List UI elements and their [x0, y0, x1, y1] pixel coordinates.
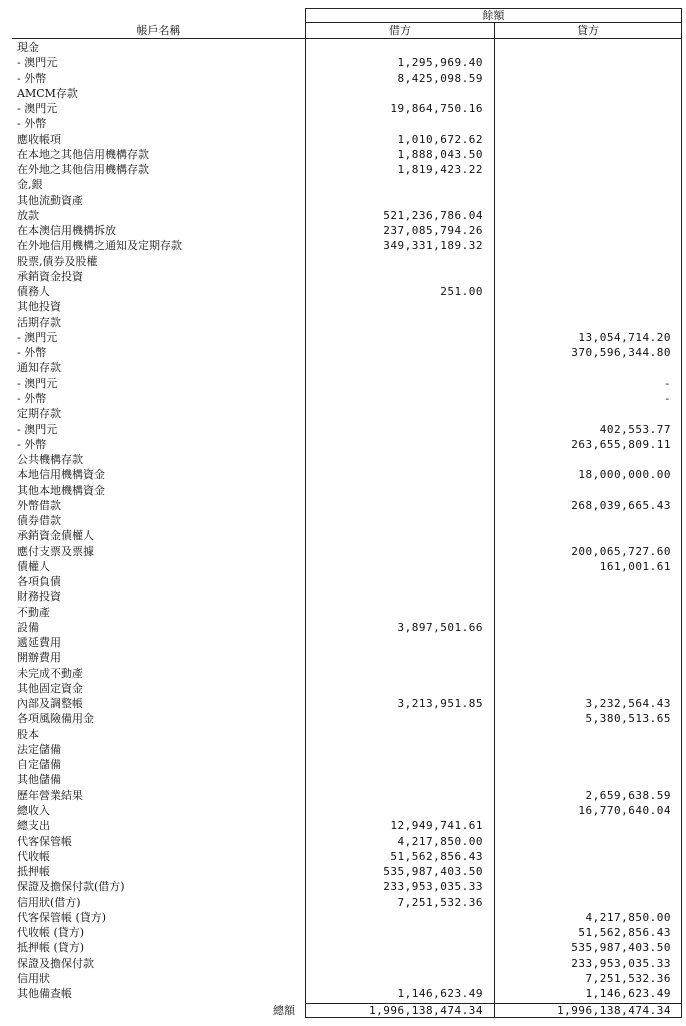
debit-amount: 1,888,043.50	[397, 148, 483, 161]
account-label: 金,銀	[17, 178, 43, 191]
account-label: 在本澳信用機構拆放	[17, 224, 116, 237]
account-label: - 澳門元	[17, 102, 58, 115]
account-label: 其他固定資金	[17, 682, 83, 695]
account-label: 財務投資	[17, 590, 61, 603]
account-label: 其他本地機構資金	[17, 484, 105, 497]
account-label: 放款	[17, 209, 39, 222]
account-label: 自定儲備	[17, 758, 61, 771]
account-label: - 澳門元	[17, 423, 58, 436]
credit-amount: 4,217,850.00	[585, 911, 671, 924]
credit-amount: 268,039,665.43	[571, 499, 671, 512]
debit-amount: 7,251,532.36	[397, 896, 483, 909]
credit-amount: 535,987,403.50	[571, 941, 671, 954]
account-label: 其他儲備	[17, 773, 61, 786]
account-label: 應收帳項	[17, 133, 61, 146]
debit-amount: 19,864,750.16	[390, 102, 483, 115]
debit-amount: 51,562,856.43	[390, 850, 483, 863]
account-label: 公共機構存款	[17, 453, 83, 466]
account-label: - 外幣	[17, 438, 47, 451]
debit-amount: 4,217,850.00	[397, 835, 483, 848]
account-label: 未完成不動產	[17, 667, 83, 680]
credit-amount: 3,232,564.43	[585, 697, 671, 710]
account-label: 承銷資金投資	[17, 270, 83, 283]
credit-amount: 16,770,640.04	[578, 804, 671, 817]
account-label: 遞延費用	[17, 636, 61, 649]
debit-amount: 1,819,423.22	[397, 163, 483, 176]
account-label: 債券借款	[17, 514, 61, 527]
debit-amount: 233,953,035.33	[383, 880, 483, 893]
debit-header: 借方	[389, 24, 411, 37]
credit-amount: 161,001.61	[599, 560, 671, 573]
column-divider-label	[305, 8, 306, 1018]
credit-amount: 370,596,344.80	[571, 346, 671, 359]
debit-amount: 535,987,403.50	[383, 865, 483, 878]
credit-amount: 13,054,714.20	[578, 331, 671, 344]
account-label: 在本地之其他信用機構存款	[17, 148, 149, 161]
account-label: 在外地信用機構之通知及定期存款	[17, 239, 182, 252]
account-label: - 澳門元	[17, 56, 58, 69]
credit-amount: 5,380,513.65	[585, 712, 671, 725]
account-label: 代收帳 (貸方)	[17, 926, 85, 939]
account-label: 總收入	[17, 804, 50, 817]
account-label: 債務人	[17, 285, 50, 298]
credit-amount: 1,146,623.49	[585, 987, 671, 1000]
account-label: 債權人	[17, 560, 50, 573]
credit-amount: 51,562,856.43	[578, 926, 671, 939]
account-label: 活期存款	[17, 316, 61, 329]
account-label: - 外幣	[17, 72, 47, 85]
total-debit: 1,996,138,474.34	[369, 1004, 483, 1017]
credit-amount: 263,655,809.11	[571, 438, 671, 451]
account-label: 本地信用機構資金	[17, 468, 105, 481]
account-label: - 澳門元	[17, 331, 58, 344]
credit-amount: -	[663, 392, 671, 405]
total-bottom-rule	[305, 1017, 681, 1018]
account-label: 股票,債券及股權	[17, 255, 98, 268]
account-label: 外幣借款	[17, 499, 61, 512]
account-label: 現金	[17, 41, 39, 54]
account-label: 各項風險備用金	[17, 712, 94, 725]
debit-amount: 349,331,189.32	[383, 239, 483, 252]
account-label: 其他投資	[17, 300, 61, 313]
account-label: 抵押帳 (貸方)	[17, 941, 85, 954]
account-label: 開辦費用	[17, 651, 61, 664]
account-label: - 澳門元	[17, 377, 58, 390]
credit-amount: 7,251,532.36	[585, 972, 671, 985]
debit-amount: 237,085,794.26	[383, 224, 483, 237]
account-label: 其他流動資產	[17, 194, 83, 207]
account-label: 抵押帳	[17, 865, 50, 878]
account-label: 承銷資金債權人	[17, 529, 94, 542]
column-divider-debit-credit	[494, 22, 495, 1018]
account-label: - 外幣	[17, 117, 47, 130]
account-label: 代客保管帳 (貸方)	[17, 911, 107, 924]
credit-amount: 200,065,727.60	[571, 545, 671, 558]
account-label: 代收帳	[17, 850, 50, 863]
credit-header: 貸方	[577, 24, 599, 37]
account-label: 內部及調整帳	[17, 697, 83, 710]
debit-amount: 521,236,786.04	[383, 209, 483, 222]
header-bottom-rule	[12, 38, 681, 39]
debit-amount: 12,949,741.61	[390, 819, 483, 832]
debit-amount: 3,213,951.85	[397, 697, 483, 710]
account-label: 保證及擔保付款(借方)	[17, 880, 125, 893]
account-label: - 外幣	[17, 346, 47, 359]
account-label: 信用狀(借方)	[17, 896, 81, 909]
debit-amount: 251.00	[440, 285, 483, 298]
account-label: 總支出	[17, 819, 50, 832]
account-label: - 外幣	[17, 392, 47, 405]
account-label: 設備	[17, 621, 39, 634]
account-label: 應付支票及票據	[17, 545, 94, 558]
credit-amount: 402,553.77	[599, 423, 671, 436]
account-label: 法定儲備	[17, 743, 61, 756]
account-label: 定期存款	[17, 407, 61, 420]
account-label: 股本	[17, 728, 39, 741]
account-label: 信用狀	[17, 972, 50, 985]
total-credit: 1,996,138,474.34	[557, 1004, 671, 1017]
account-label: 歷年營業結果	[17, 789, 83, 802]
account-label: 不動產	[17, 606, 50, 619]
account-label: 其他備查帳	[17, 987, 72, 1000]
total-label: 總額	[273, 1004, 295, 1017]
account-label: AMCM存款	[17, 87, 78, 100]
balance-header: 餘額	[482, 9, 505, 22]
account-label: 在外地之其他信用機構存款	[17, 163, 149, 176]
debit-amount: 1,146,623.49	[397, 987, 483, 1000]
account-label: 代客保管帳	[17, 835, 72, 848]
credit-amount: 2,659,638.59	[585, 789, 671, 802]
account-label: 各項負債	[17, 575, 61, 588]
credit-amount: 18,000,000.00	[578, 468, 671, 481]
debit-amount: 8,425,098.59	[397, 72, 483, 85]
debit-amount: 1,295,969.40	[397, 56, 483, 69]
account-label: 保證及擔保付款	[17, 957, 94, 970]
account-name-header: 帳戶名稱	[136, 24, 181, 37]
credit-amount: -	[663, 377, 671, 390]
credit-amount: 233,953,035.33	[571, 957, 671, 970]
debit-amount: 3,897,501.66	[397, 621, 483, 634]
account-label: 通知存款	[17, 361, 61, 374]
right-border	[681, 8, 682, 1018]
debit-amount: 1,010,672.62	[397, 133, 483, 146]
